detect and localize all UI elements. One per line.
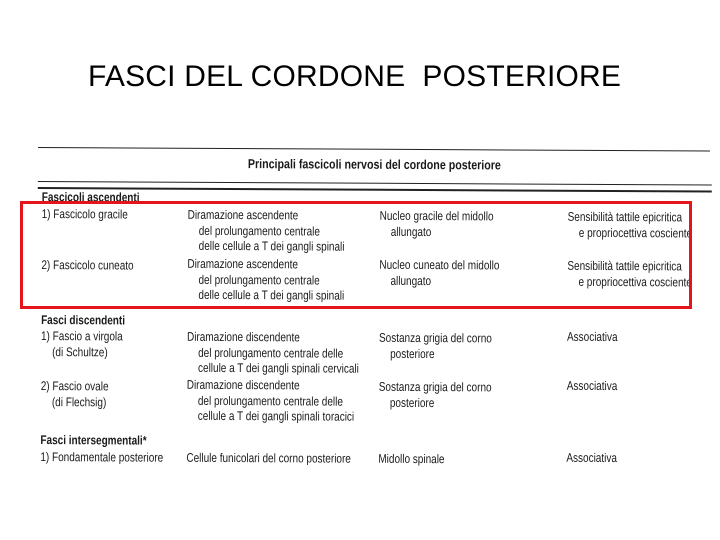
- top-rule: [38, 147, 710, 152]
- scanned-table: [34, 145, 712, 479]
- row-termination: Nucleo gracile del midollo allungato: [379, 208, 494, 239]
- row-name: 2) Fascicolo cuneato: [41, 258, 134, 273]
- row-termination: Sostanza grigia del corno posteriore: [378, 330, 492, 361]
- row-name: 1) Fondamentale posteriore: [40, 450, 164, 465]
- section-heading-descending: Fasci discendenti: [41, 313, 126, 328]
- row-origin: Diramazione discendente del prolungamento centrale delle cellule a T dei gangli spinali toracici: [186, 377, 355, 424]
- row-name: 1) Fascicolo gracile: [41, 207, 128, 222]
- row-name: 2) Fascio ovale (di Flechsig): [40, 379, 109, 409]
- row-function: Sensibilità tattile epicritica e propriocettiva cosciente: [567, 209, 693, 240]
- row-function: Associativa: [566, 378, 618, 394]
- row-termination: Nucleo cuneato del midollo allungato: [379, 257, 500, 288]
- row-origin: Diramazione ascendente del prolungamento centrale delle cellule a T dei gangli spinali: [187, 256, 345, 303]
- highlight-box: [20, 201, 692, 309]
- row-termination: Sostanza grigia del corno posteriore: [378, 379, 492, 410]
- section-heading-intersegmental: Fasci intersegmentali*: [40, 433, 147, 448]
- header-rule: [38, 181, 712, 186]
- row-function: Sensibilità tattile epicritica e propriocettiva cosciente: [567, 258, 692, 289]
- row-origin: Diramazione discendente del prolungamento centrale delle cellule a T dei gangli spinali cervicali: [186, 329, 359, 376]
- row-function: Associativa: [566, 450, 617, 466]
- row-origin: Cellule funicolari del corno posteriore: [186, 450, 351, 466]
- page-title: FASCI DEL CORDONE POSTERIORE: [88, 60, 622, 93]
- row-function: Associativa: [566, 329, 618, 345]
- row-origin: Diramazione ascendente del prolungamento centrale delle cellule a T dei gangli spinali: [187, 207, 345, 254]
- section-heading-ascending: Fascicoli ascendenti: [41, 190, 140, 205]
- row-termination: Midollo spinale: [378, 451, 445, 467]
- table-title: Principali fascicoli nervosi del cordone posteriore: [247, 156, 501, 173]
- row-name: 1) Fascio a virgola (di Schultze): [40, 329, 123, 359]
